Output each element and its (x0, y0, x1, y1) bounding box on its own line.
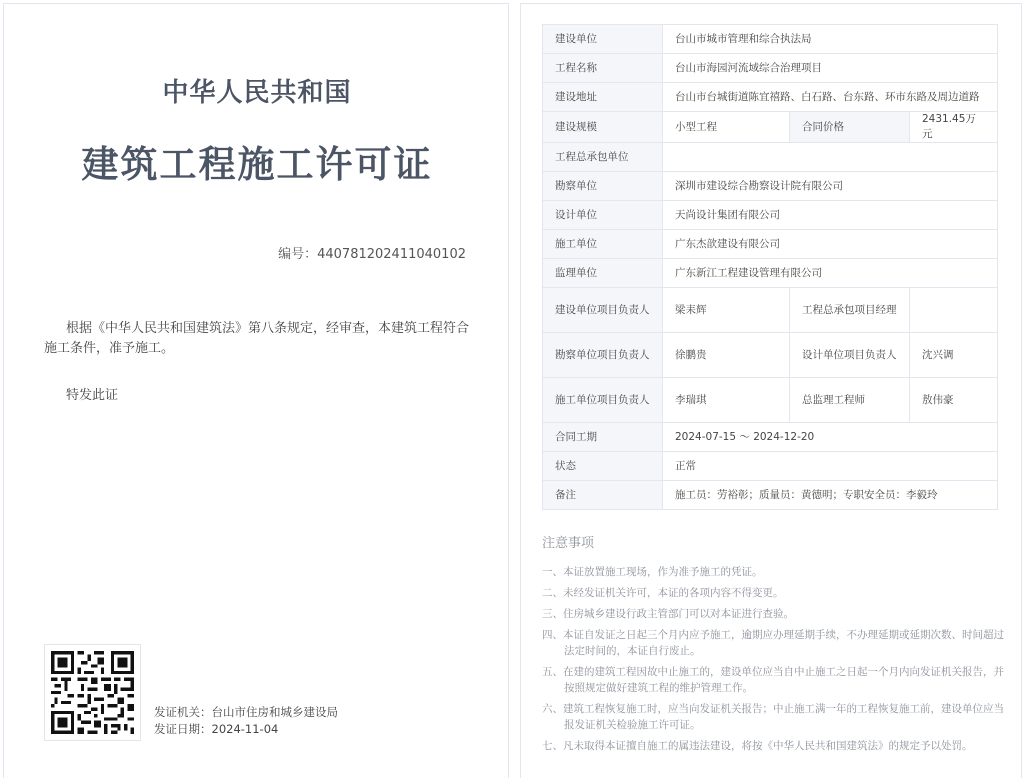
serial-number (278, 243, 466, 262)
certificate-front-page (3, 3, 509, 778)
gc-pm-value (910, 288, 998, 333)
legal-basis-text: 根据《中华人民共和国建筑法》第八条规定，经审查，本建筑工程符合施工条件，准予施工。 (44, 321, 470, 356)
general-contractor-value (663, 143, 998, 172)
table-row (543, 201, 998, 230)
table-row (543, 143, 998, 172)
table-row (543, 230, 998, 259)
table-row (543, 172, 998, 201)
permit-details-table (542, 24, 998, 510)
issuer-value: 台山市住房和城乡建设局 (211, 705, 338, 719)
table-row (543, 25, 998, 54)
issuance-statement: 特发此证 (66, 388, 119, 403)
list-item: 三、住房城乡建设行政主管部门可以对本证进行查验。 (542, 608, 794, 620)
gc-pm-label: 工程总承包项目经理 (790, 288, 910, 333)
design-unit-label: 设计单位 (543, 201, 663, 230)
contract-period-value: 2024-07-15 ～ 2024-12-20 (663, 423, 998, 452)
list-item: 五、在建的建筑工程因故中止施工的，建设单位应当自中止施工之日起一个月内向发证机关报告，并按照规定做好建筑工程的维护管理工作。 (542, 666, 1004, 694)
survey-pm-label: 勘察单位项目负责人 (543, 333, 663, 378)
issue-date-label: 发证日期： (154, 722, 212, 736)
country-heading: 中华人民共和国 (162, 78, 352, 108)
supervisor-label: 监理单位 (543, 259, 663, 288)
construction-unit-value: 台山市城市管理和综合执法局 (663, 25, 998, 54)
project-name-label: 工程名称 (543, 54, 663, 83)
table-row (543, 288, 998, 333)
notes-list (542, 564, 1007, 759)
serial-label: 编号： (278, 247, 318, 262)
issuer-block (154, 704, 338, 738)
table-row (543, 259, 998, 288)
list-item: 六、建筑工程恢复施工时，应当向发证机关报告；中止施工满一年的工程恢复施工前，建设单位应当报发证机关检验施工许可证。 (542, 703, 1004, 731)
table-row (543, 481, 998, 510)
issuer-line (154, 704, 338, 721)
serial-value: 440781202411040102 (317, 247, 466, 262)
list-item: 四、本证自发证之日起三个月内应予施工，逾期应办理延期手续，不办理延期或延期次数、时间超过法定时间的，本证自行废止。 (542, 629, 1004, 657)
qr-code-graphic (51, 651, 134, 734)
chief-supervisor-label: 总监理工程师 (790, 378, 910, 423)
table-row (543, 112, 998, 143)
survey-unit-label: 勘察单位 (543, 172, 663, 201)
list-item: 二、未经发证机关许可，本证的各项内容不得变更。 (542, 587, 784, 599)
table-row (543, 54, 998, 83)
builder-value: 广东杰歆建设有限公司 (663, 230, 998, 259)
table-row (543, 378, 998, 423)
remark-value: 施工员：劳裕彰；质量员：黄德明；专职安全员：李毅玲 (663, 481, 998, 510)
owner-pm-value: 梁耒辉 (663, 288, 790, 333)
owner-pm-label: 建设单位项目负责人 (543, 288, 663, 333)
qr-code-icon (44, 644, 141, 741)
contract-period-label: 合同工期 (543, 423, 663, 452)
status-value: 正常 (663, 452, 998, 481)
table-row (543, 333, 998, 378)
contract-price-value: 2431.45万元 (910, 112, 998, 143)
address-label: 建设地址 (543, 83, 663, 112)
survey-unit-value: 深圳市建设综合勘察设计院有限公司 (663, 172, 998, 201)
construction-unit-label: 建设单位 (543, 25, 663, 54)
list-item: 七、凡未取得本证擅自施工的属违法建设，将按《中华人民共和国建筑法》的规定予以处罚。 (542, 740, 973, 752)
list-item: 一、本证放置施工现场，作为准予施工的凭证。 (542, 566, 763, 578)
builder-pm-label: 施工单位项目负责人 (543, 378, 663, 423)
table-row (543, 83, 998, 112)
general-contractor-label: 工程总承包单位 (543, 143, 663, 172)
design-pm-label: 设计单位项目负责人 (790, 333, 910, 378)
notes-title: 注意事项 (542, 536, 595, 551)
table-row (543, 452, 998, 481)
address-value: 台山市台城街道陈宜禧路、白石路、台东路、环市东路及周边道路 (663, 83, 998, 112)
design-unit-value: 天尚设计集团有限公司 (663, 201, 998, 230)
issuer-label: 发证机关： (154, 705, 212, 719)
issue-date-line (154, 721, 338, 738)
chief-supervisor-value: 敖伟豪 (910, 378, 998, 423)
design-pm-value: 沈兴调 (910, 333, 998, 378)
issue-date-value: 2024-11-04 (211, 722, 279, 736)
certificate-title: 建筑工程施工许可证 (81, 143, 433, 186)
scale-label: 建设规模 (543, 112, 663, 143)
builder-pm-value: 李瑞琪 (663, 378, 790, 423)
certificate-details-page (520, 3, 1022, 778)
project-name-value: 台山市海园河流域综合治理项目 (663, 54, 998, 83)
supervisor-value: 广东新江工程建设管理有限公司 (663, 259, 998, 288)
contract-price-label: 合同价格 (790, 112, 910, 143)
status-label: 状态 (543, 452, 663, 481)
remark-label: 备注 (543, 481, 663, 510)
scale-value: 小型工程 (663, 112, 790, 143)
builder-label: 施工单位 (543, 230, 663, 259)
table-row (543, 423, 998, 452)
survey-pm-value: 徐鹏贵 (663, 333, 790, 378)
